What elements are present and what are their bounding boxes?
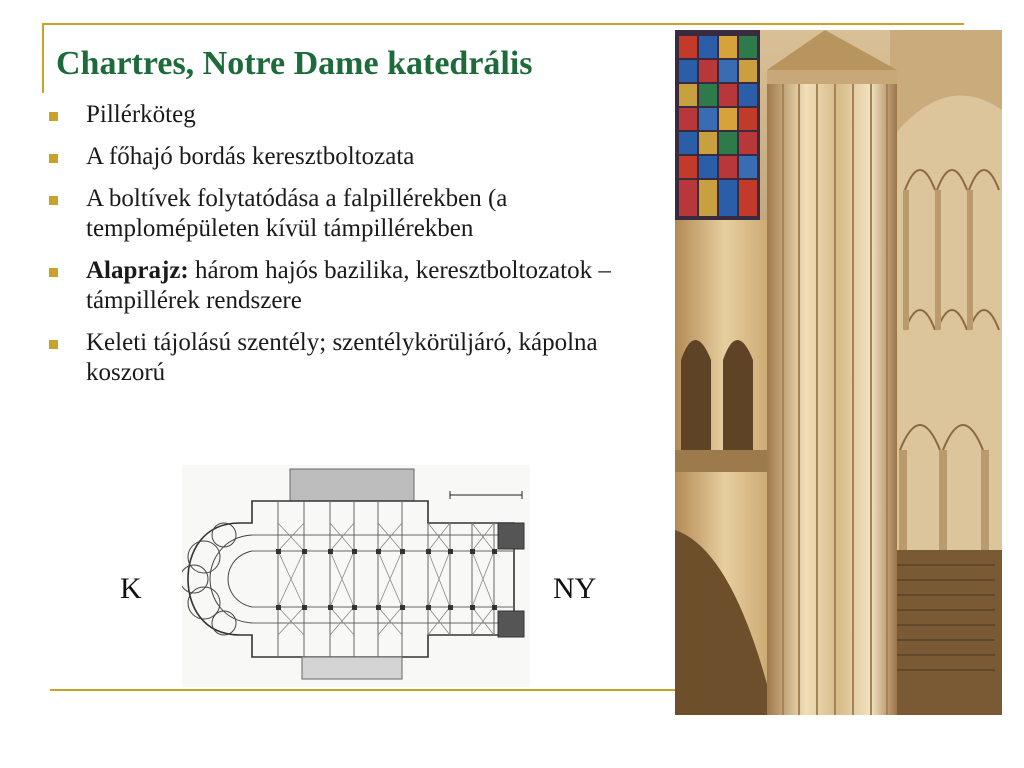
compass-east-label: K bbox=[120, 572, 142, 605]
bullet-marker bbox=[49, 112, 58, 121]
bullet-item: Pillérköteg bbox=[46, 100, 656, 130]
bullet-item: Keleti tájolású szentély; szentélykörüljáró, kápolna koszorú bbox=[46, 328, 656, 388]
bullet-marker bbox=[49, 340, 58, 349]
bullet-marker bbox=[49, 268, 58, 277]
bullet-item: A boltívek folytatódása a falpillérekben (a templomépületen kívül támpillérekben bbox=[46, 184, 656, 244]
cathedral-interior-drawing bbox=[675, 30, 1002, 715]
floor-plan-drawing bbox=[182, 465, 530, 687]
slide-title: Chartres, Notre Dame katedrális bbox=[56, 45, 533, 82]
cathedral-interior-photo bbox=[675, 30, 1002, 715]
bullet-item: A főhajó bordás keresztboltozata bbox=[46, 142, 656, 172]
bold-term: Alaprajz: bbox=[86, 257, 189, 284]
top-rule bbox=[42, 23, 964, 25]
bullet-marker bbox=[49, 154, 58, 163]
compass-west-label: NY bbox=[553, 572, 597, 605]
bullet-marker bbox=[49, 196, 58, 205]
floor-plan-image bbox=[182, 465, 530, 687]
bullet-list bbox=[46, 100, 656, 400]
bottom-rule bbox=[50, 689, 690, 691]
bullet-item: Alaprajz: három hajós bazilika, keresztboltozatok – támpillérek rendszere bbox=[46, 256, 656, 316]
left-rule bbox=[42, 23, 44, 93]
